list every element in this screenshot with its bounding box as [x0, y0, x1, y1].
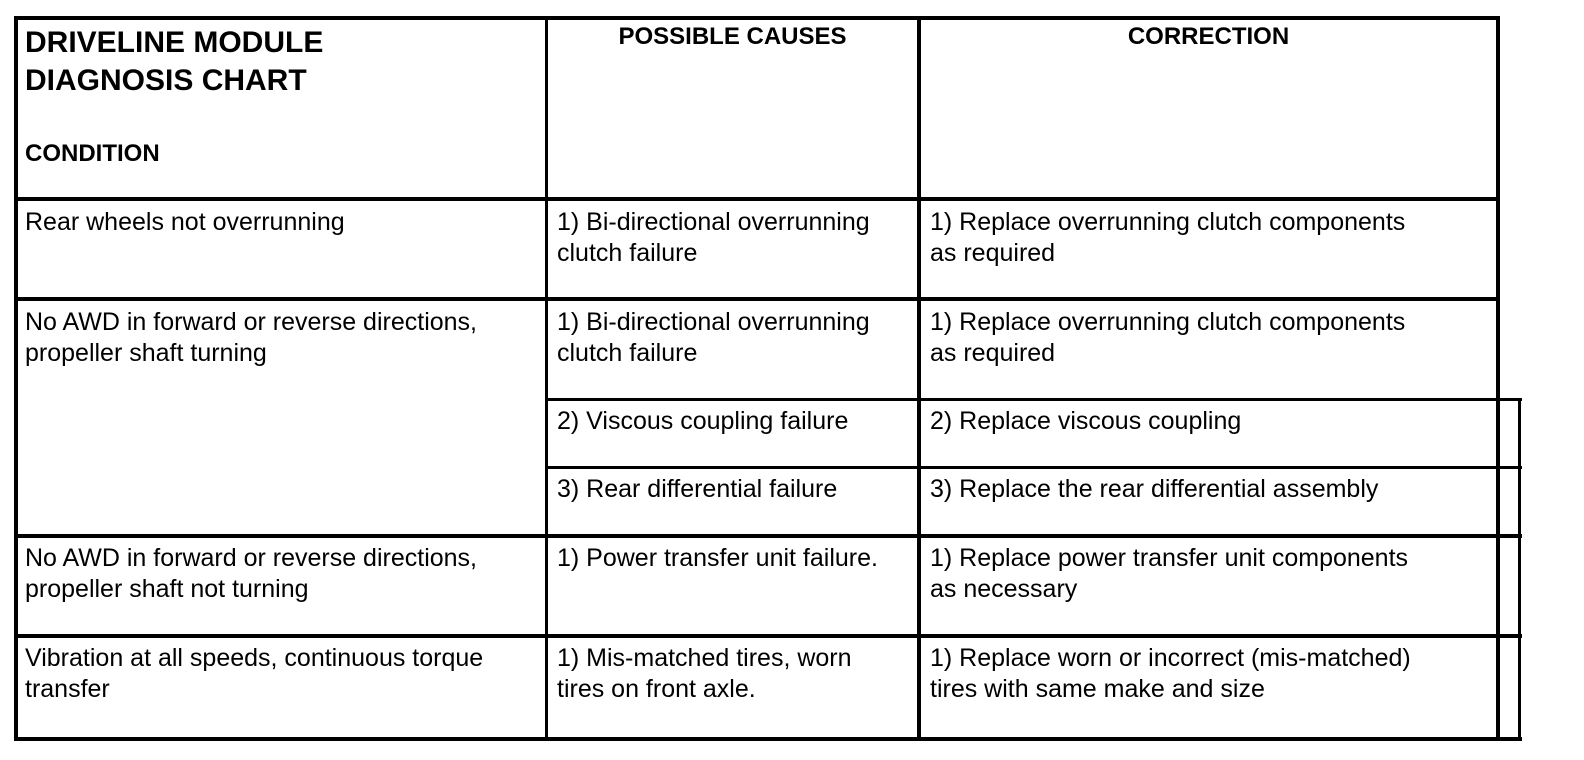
correction-cell: 1) Replace power transfer unit components as necessary: [930, 544, 1409, 603]
subrow-divider-2: [545, 466, 1522, 469]
row-divider-3: [14, 534, 1522, 538]
possible-causes-header: POSSIBLE CAUSES: [618, 23, 847, 50]
condition-cell: Vibration at all speeds, continuous torque transfer: [25, 644, 484, 703]
correction-cell: 2) Replace viscous coupling: [930, 407, 1242, 435]
cause-cell: 2) Viscous coupling failure: [557, 407, 849, 435]
condition-cell: No AWD in forward or reverse directions, propeller shaft not turning: [25, 544, 478, 603]
table-border-left: [14, 16, 18, 741]
correction-cell: 1) Replace overrunning clutch components as required: [930, 208, 1406, 267]
table-border-top: [14, 16, 1500, 20]
correction-cell: 3) Replace the rear differential assembly: [930, 475, 1379, 503]
column-divider-1: [545, 16, 548, 741]
page-title: DRIVELINE MODULE DIAGNOSIS CHART: [25, 26, 324, 97]
cause-cell: 1) Mis-matched tires, worn tires on front axle.: [557, 644, 852, 703]
row-divider-1: [14, 297, 1500, 301]
row-divider-4: [14, 634, 1522, 638]
condition-cell: No AWD in forward or reverse directions, propeller shaft turning: [25, 308, 478, 367]
table-border-bottom: [14, 737, 1522, 741]
condition-header: CONDITION: [25, 140, 160, 167]
subrow-divider-1: [545, 398, 1522, 401]
table-border-right: [1496, 16, 1500, 741]
condition-cell: Rear wheels not overrunning: [25, 208, 345, 236]
correction-cell: 1) Replace overrunning clutch components as required: [930, 308, 1406, 367]
correction-cell: 1) Replace worn or incorrect (mis-matched) tires with same make and size: [930, 644, 1411, 703]
cause-cell: 1) Bi-directional overrunning clutch failure: [557, 308, 870, 367]
right-edge-line: [1518, 398, 1521, 741]
row-divider-header: [14, 197, 1500, 201]
cause-cell: 1) Bi-directional overrunning clutch failure: [557, 208, 870, 267]
cause-cell: 1) Power transfer unit failure.: [557, 544, 878, 572]
cause-cell: 3) Rear differential failure: [557, 475, 838, 503]
correction-header: CORRECTION: [1127, 23, 1290, 50]
column-divider-2: [917, 16, 921, 741]
